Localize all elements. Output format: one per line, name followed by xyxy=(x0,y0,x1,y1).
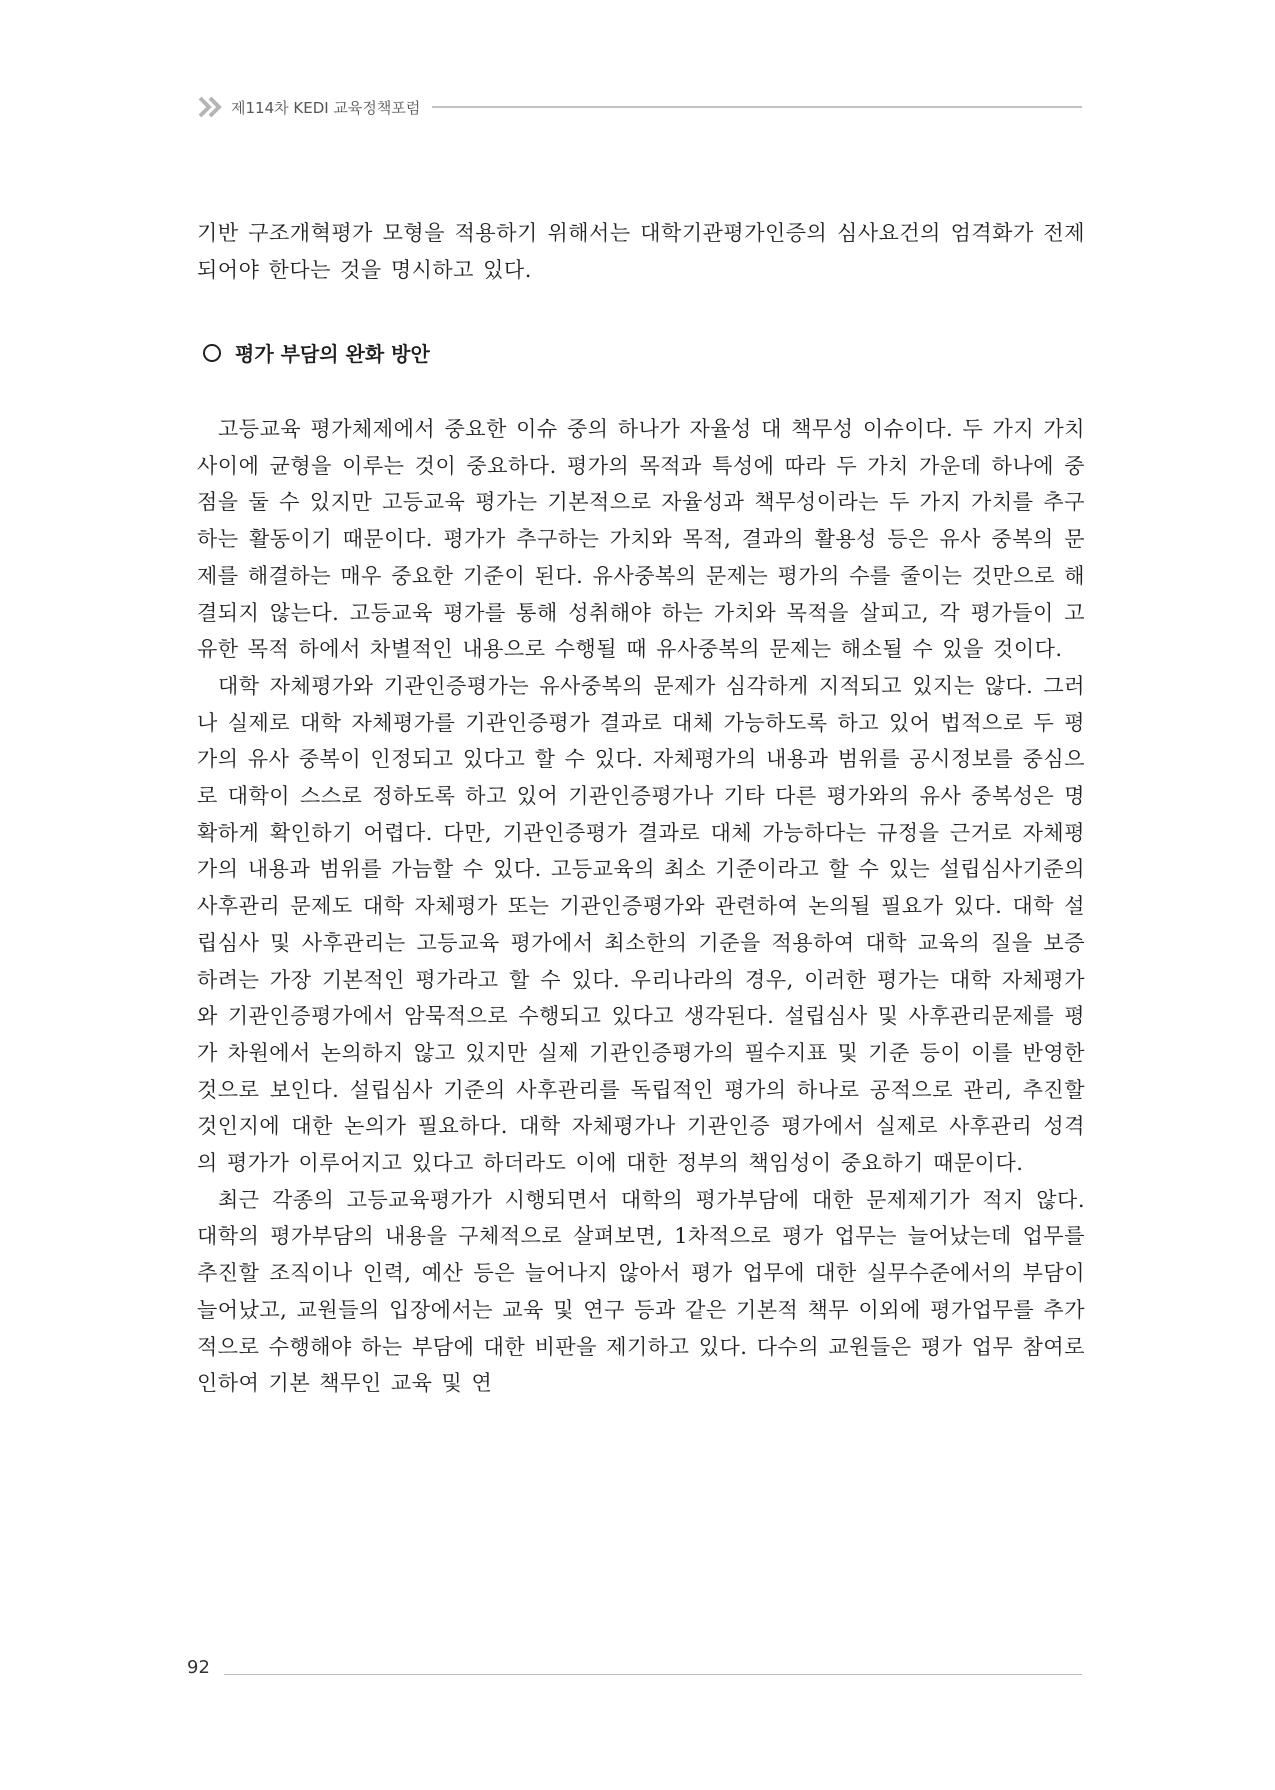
body-paragraph: 대학 자체평가와 기관인증평가는 유사중복의 문제가 심각하게 지적되고 있지는 않다. 그러나 실제로 대학 자체평가를 기관인증평가 결과로 대체 가능하도록 하고 있어 법적으로 두 평가의 유사 중복이 인정되고 있다고 할 수 있다. 자체평가의 내용과 범위를 공시정보를 중심으로 대학이 스스로 정하도록 하고 있어 기관인증평가나 기타 다른 평가와의 유사 중복성은 명확하게 확인하기 어렵다. 다만, 기관인증평가 결과로 대체 가능하다는 규정을 근거로 자체평가의 내용과 범위를 가늠할 수 있다. 고등교육의 최소 기준이라고 할 수 있는 설립심사기준의 사후관리 문제도 대학 자체평가 또는 기관인증평가와 관련하여 논의될 필요가 있다. 대학 설립심사 및 사후관리는 고등교육 평가에서 최소한의 기준을 적용하여 대학 교육의 질을 보증하려는 가장 기본적인 평가라고 할 수 있다. 우리나라의 경우, 이러한 평가는 대학 자체평가와 기관인증평가에서 암묵적으로 수행되고 있다고 생각된다. 설립심사 및 사후관리문제를 평가 차원에서 논의하지 않고 있지만 실제 기관인증평가의 필수지표 및 기준 등이 이를 반영한 것으로 보인다. 설립심사 기준의 사후관리를 독립적인 평가의 하나로 공적으로 관리, 추진할 것인지에 대한 논의가 필요하다. 대학 자체평가나 기관인증 평가에서 실제로 사후관리 성격의 평가가 이루어지고 있다고 하더라도 이에 대한 정부의 책임성이 중요하기 때문이다. xyxy=(197,673,1085,1176)
hollow-circle-icon xyxy=(203,344,221,362)
section-body xyxy=(197,411,1085,1402)
header-rule xyxy=(432,106,1082,108)
header-title: 제114차 KEDI 교육정책포럼 xyxy=(231,98,421,117)
intro-paragraph: 기반 구조개혁평가 모형을 적용하기 위해서는 대학기관평가인증의 심사요건의 엄격화가 전제되어야 한다는 것을 명시하고 있다. xyxy=(197,221,1085,282)
double-chevron-right-icon xyxy=(197,94,227,120)
page-number: 92 xyxy=(187,1657,210,1678)
section-heading-text: 평가 부담의 완화 방안 xyxy=(235,342,430,366)
footer-rule xyxy=(224,1674,1082,1675)
body-paragraph: 고등교육 평가체제에서 중요한 이슈 중의 하나가 자율성 대 책무성 이슈이다. 두 가지 가치 사이에 균형을 이루는 것이 중요하다. 평가의 목적과 특성에 따라 두 가치 가운데 하나에 중점을 둘 수 있지만 고등교육 평가는 기본적으로 자율성과 책무성이라는 두 가지 가치를 추구하는 활동이기 때문이다. 평가가 추구하는 가치와 목적, 결과의 활용성 등은 유사 중복의 문제를 해결하는 매우 중요한 기준이 된다. 유사중복의 문제는 평가의 수를 줄이는 것만으로 해결되지 않는다. 고등교육 평가를 통해 성취해야 하는 가치와 목적을 살피고, 각 평가들이 고유한 목적 하에서 차별적인 내용으로 수행될 때 유사중복의 문제는 해소될 수 있을 것이다. xyxy=(197,417,1085,662)
running-header xyxy=(197,94,1082,120)
page-footer xyxy=(187,1651,1082,1677)
section-heading xyxy=(203,338,430,367)
body-paragraph: 최근 각종의 고등교육평가가 시행되면서 대학의 평가부담에 대한 문제제기가 적지 않다. 대학의 평가부담의 내용을 구체적으로 살펴보면, 1차적으로 평가 업무는 늘어났는데 업무를 추진할 조직이나 인력, 예산 등은 늘어나지 않아서 평가 업무에 대한 실무수준에서의 부담이 늘어났고, 교원들의 입장에서는 교육 및 연구 등과 같은 기본적 책무 이외에 평가업무를 추가적으로 수행해야 하는 부담에 대한 비판을 제기하고 있다. 다수의 교원들은 평가 업무 참여로 인하여 기본 책무인 교육 및 연 xyxy=(197,1187,1085,1396)
